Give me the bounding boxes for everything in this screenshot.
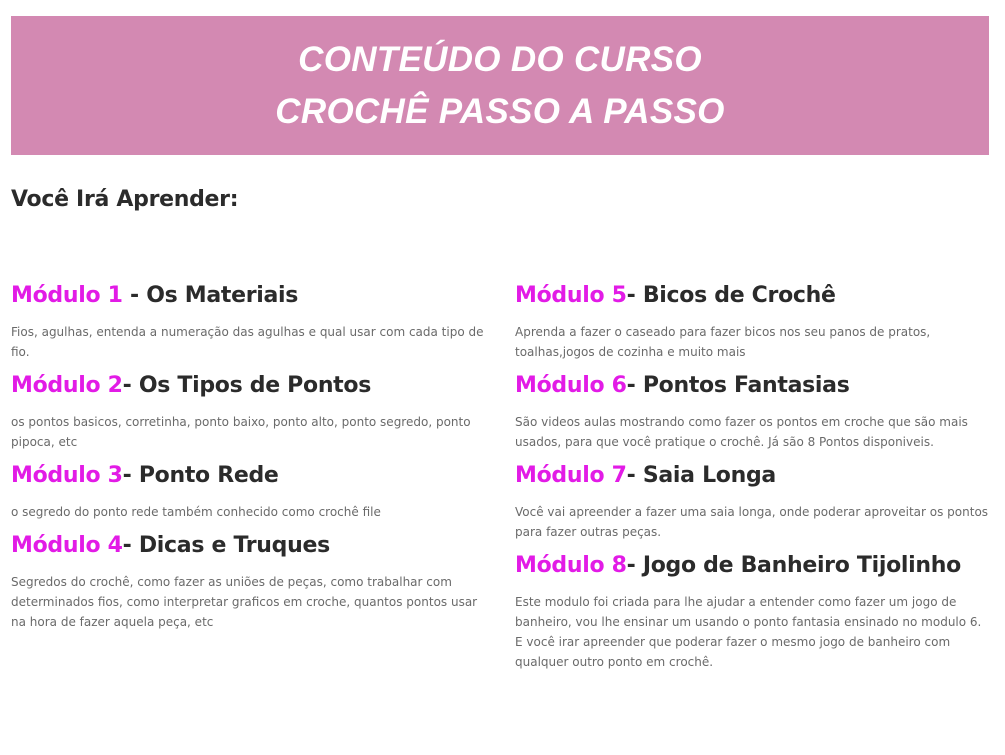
module-1 bbox=[11, 280, 491, 362]
banner-title-line-1: CONTEÚDO DO CURSO bbox=[298, 39, 702, 79]
module-title bbox=[11, 460, 491, 492]
banner-title-line-2: CROCHÊ PASSO A PASSO bbox=[275, 91, 725, 131]
module-7 bbox=[515, 460, 990, 542]
module-number: Módulo 5 bbox=[515, 283, 627, 308]
module-description: Você vai apreender a fazer uma saia longa, onde poderar aproveitar os pontos para fazer outras peças. bbox=[515, 505, 989, 539]
module-name: - Bicos de Crochê bbox=[626, 283, 836, 308]
module-8 bbox=[515, 550, 990, 672]
module-description: o segredo do ponto rede também conhecido como crochê file bbox=[11, 505, 381, 519]
module-number: Módulo 4 bbox=[11, 533, 123, 558]
module-name: - Ponto Rede bbox=[122, 463, 279, 488]
module-description: Aprenda a fazer o caseado para fazer bicos nos seu panos de pratos, toalhas,jogos de cozinha e muito mais bbox=[515, 325, 931, 359]
module-title bbox=[515, 280, 990, 312]
module-description: Fios, agulhas, entenda a numeração das agulhas e qual usar com cada tipo de fio. bbox=[11, 325, 484, 359]
module-number: Módulo 6 bbox=[515, 373, 627, 398]
module-6 bbox=[515, 370, 990, 452]
module-number: Módulo 2 bbox=[11, 373, 123, 398]
course-banner bbox=[11, 16, 989, 155]
module-title bbox=[515, 460, 990, 492]
modules-right-column bbox=[515, 280, 990, 680]
module-number: Módulo 1 bbox=[11, 283, 123, 308]
module-5 bbox=[515, 280, 990, 362]
modules-left-column bbox=[11, 280, 491, 640]
module-title bbox=[11, 370, 491, 402]
module-description: os pontos basicos, corretinha, ponto baixo, ponto alto, ponto segredo, ponto pipoca, etc bbox=[11, 415, 471, 449]
module-title bbox=[11, 280, 491, 312]
module-3 bbox=[11, 460, 491, 522]
module-name: - Jogo de Banheiro Tijolinho bbox=[626, 553, 961, 578]
module-name: - Dicas e Truques bbox=[122, 533, 330, 558]
module-number: Módulo 8 bbox=[515, 553, 627, 578]
module-name: - Pontos Fantasias bbox=[626, 373, 850, 398]
module-description: Segredos do crochê, como fazer as uniões de peças, como trabalhar com determinados fios, como interpretar graficos em croche, quantos pontos usar na hora de fazer aquela peça, etc bbox=[11, 575, 478, 629]
module-title bbox=[515, 550, 990, 582]
module-title bbox=[515, 370, 990, 402]
module-4 bbox=[11, 530, 491, 632]
module-description: São videos aulas mostrando como fazer os pontos em croche que são mais usados, para que você pratique o crochê. Já são 8 Pontos disponiveis. bbox=[515, 415, 968, 449]
module-number: Módulo 3 bbox=[11, 463, 123, 488]
module-title bbox=[11, 530, 491, 562]
module-number: Módulo 7 bbox=[515, 463, 627, 488]
module-name: - Os Tipos de Pontos bbox=[122, 373, 372, 398]
module-name: - Os Materiais bbox=[122, 283, 299, 308]
intro-heading: Você Irá Aprender: bbox=[11, 187, 239, 212]
module-description: Este modulo foi criada para lhe ajudar a entender como fazer um jogo de banheiro, vou lhe ensinar um usando o ponto fantasia ensinado no modulo 6. E você irar apreender que poderar fazer o mesmo jogo de banheiro com qualquer outro ponto em crochê. bbox=[515, 595, 982, 669]
module-name: - Saia Longa bbox=[626, 463, 776, 488]
module-2 bbox=[11, 370, 491, 452]
